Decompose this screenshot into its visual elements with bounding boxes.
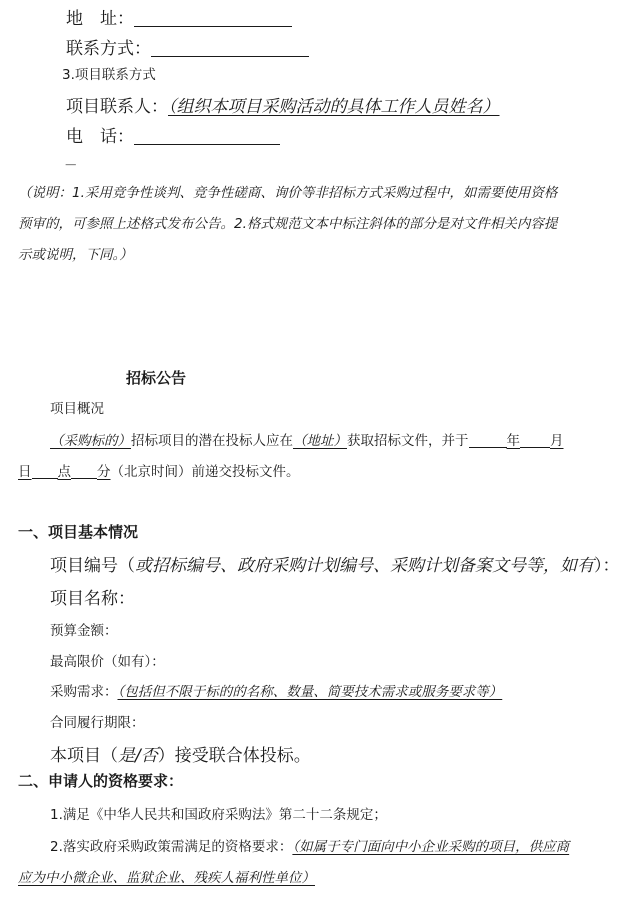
max-price-label: 最高限价（如有）： [50, 654, 165, 670]
procurement-target-hint: （采购标的） [50, 433, 131, 449]
overview-text-3: （北京时间）前递交投标文件。 [110, 464, 300, 480]
project-contact-person-row [66, 92, 500, 117]
day-label: 日 [18, 464, 32, 480]
section2-heading: 二、申请人的资格要求： [18, 772, 184, 790]
address-label: 地 址： [66, 9, 134, 29]
contact-method-label: 联系方式： [66, 39, 151, 59]
tel-label: 电 话： [66, 127, 134, 147]
demand-hint: （包括但不限于标的的名称、数量、简要技术需求或服务要求等） [117, 684, 503, 700]
consortium-text-2: ）接受联合体投标。 [157, 746, 311, 766]
tel-blank [134, 127, 280, 145]
overview-label: 项目概况 [50, 401, 104, 417]
day-blank [32, 465, 58, 480]
project-number-hint: 或招标编号、政府采购计划编号、采购计划备案文号等，如有 [135, 556, 594, 576]
announcement-title: 招标公告 [126, 369, 187, 387]
project-number-end: ）： [594, 556, 620, 576]
consortium-hint: 是/否 [118, 746, 158, 766]
project-contact-heading: 3.项目联系方式 [62, 67, 156, 83]
contract-period-label: 合同履行期限： [50, 715, 145, 731]
requirement-item-2-hint-2: 应为中小微企业、监狱企业、残疾人福利性单位） [18, 870, 315, 886]
budget-label: 预算金额： [50, 623, 118, 639]
address-hint: （地址） [293, 433, 347, 449]
overview-paragraph-line-2 [18, 460, 300, 480]
note-line-2: 预审的，可参照上述格式发布公告。2.格式规范文本中标注斜体的部分是对文件相关内容提 [18, 216, 558, 232]
requirement-item-1: 1.满足《中华人民共和国政府采购法》第二十二条规定； [50, 807, 387, 823]
project-name-label: 项目名称： [50, 589, 135, 609]
note-line-1: （说明：1.采用竞争性谈判、竞争性磋商、询价等非招标方式采购过程中，如需要使用资格 [18, 185, 558, 201]
project-number-row [50, 551, 620, 576]
contact-method-blank [151, 39, 309, 57]
project-number-label: 项目编号（ [50, 556, 135, 576]
overview-paragraph-line-1 [50, 429, 564, 449]
tel-row [66, 122, 280, 147]
contact-method-row [66, 34, 309, 59]
year-label: 年 [506, 433, 520, 449]
consortium-text-1: 本项目（ [50, 746, 118, 766]
year-blank [469, 434, 507, 449]
hour-blank [71, 465, 97, 480]
address-blank [134, 9, 292, 27]
month-blank [520, 434, 550, 449]
demand-row [50, 680, 502, 700]
month-label: 月 [550, 433, 564, 449]
section1-heading: 一、项目基本情况 [18, 523, 139, 541]
hour-label: 点 [57, 464, 71, 480]
note-line-3: 示或说明，下同。） [18, 247, 133, 263]
requirement-item-2-hint-1: （如属于专门面向中小企业采购的项目，供应商 [292, 839, 570, 855]
minute-label: 分 [97, 464, 111, 480]
consortium-row [50, 741, 311, 766]
project-contact-person-hint: （组织本项目采购活动的具体工作人员姓名） [168, 97, 500, 117]
requirement-item-2 [50, 835, 569, 855]
overview-text-1: 招标项目的潜在投标人应在 [131, 433, 293, 449]
dash-mark: － [64, 158, 78, 174]
address-row [66, 4, 292, 29]
demand-label: 采购需求： [50, 684, 118, 700]
project-contact-person-label: 项目联系人： [66, 97, 168, 117]
overview-text-2: 获取招标文件，并于 [347, 433, 469, 449]
requirement-item-2-label: 2.落实政府采购政策需满足的资格要求： [50, 839, 293, 855]
